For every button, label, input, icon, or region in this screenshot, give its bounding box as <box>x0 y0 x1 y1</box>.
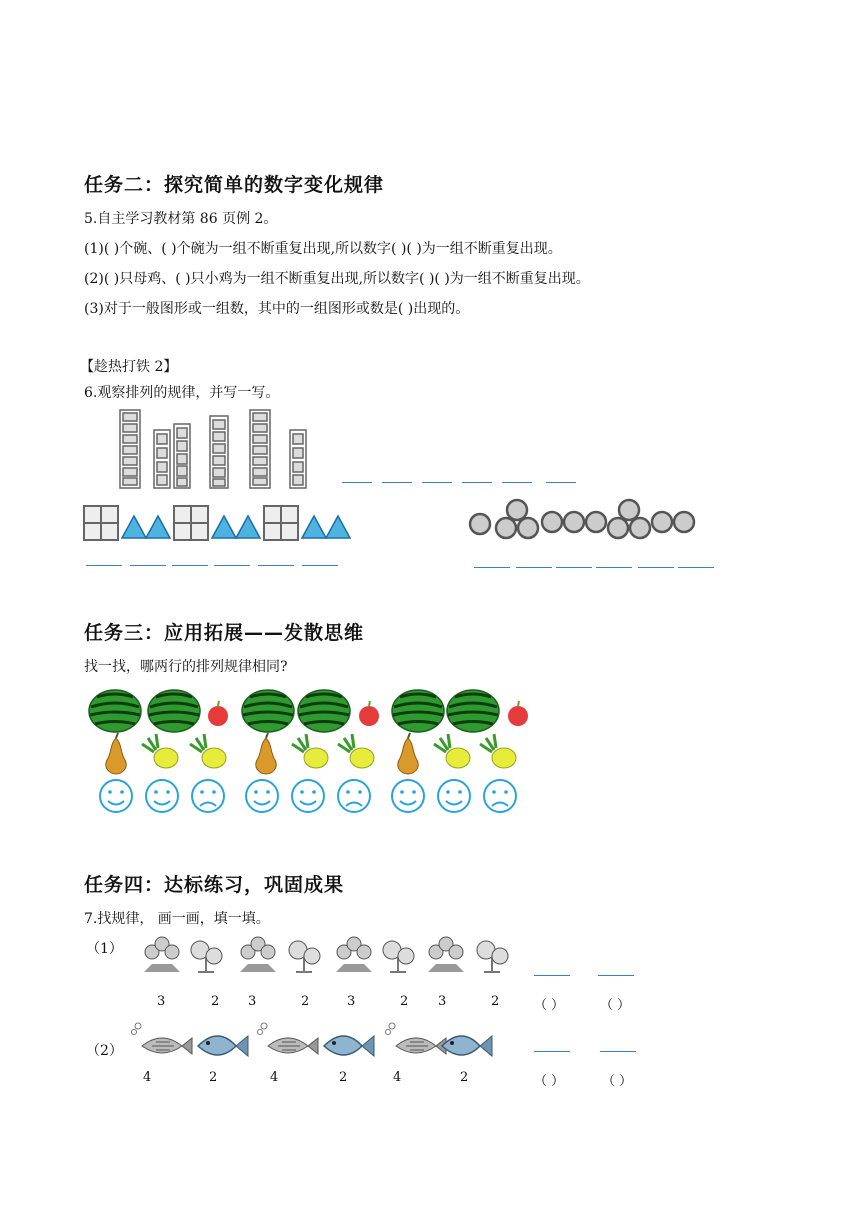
answer-blank[interactable] <box>534 975 570 976</box>
row1-number: 2 <box>491 994 500 1009</box>
answer-blank[interactable] <box>214 565 250 566</box>
answer-blank[interactable] <box>172 565 208 566</box>
question-5: 5.自主学习教材第 86 页例 2。 <box>84 211 278 227</box>
answer-blank[interactable] <box>502 482 532 483</box>
answer-blank[interactable] <box>598 975 634 976</box>
smiley-faces-row <box>96 778 536 818</box>
question-5-1: (1)( )个碗、( )个碗为一组不断重复出现,所以数字( )( )为一组不断重复出现。 <box>84 241 562 257</box>
row2-answer[interactable]: （ ） <box>534 1074 565 1089</box>
question-7: 7.找规律， 画一画，填一填。 <box>84 911 270 927</box>
answer-blank[interactable] <box>678 567 714 568</box>
answer-blank[interactable] <box>534 1051 570 1052</box>
answer-blank[interactable] <box>600 1051 636 1052</box>
question-5-2: (2)( )只母鸡、( )只小鸡为一组不断重复出现,所以数字( )( )为一组不断重复出现。 <box>84 271 590 287</box>
answer-blank[interactable] <box>382 482 412 483</box>
answer-blank[interactable] <box>302 565 338 566</box>
row2-number: 4 <box>270 1070 279 1085</box>
counter-bars-image <box>110 408 325 490</box>
row2-label: （2） <box>86 1043 123 1059</box>
row1-label: （1） <box>86 941 123 957</box>
fish-row <box>122 1020 492 1066</box>
row1-answer[interactable]: （ ） <box>600 998 631 1013</box>
row1-number: 3 <box>347 994 356 1009</box>
answer-blank[interactable] <box>86 565 122 566</box>
answer-blank[interactable] <box>462 482 492 483</box>
row1-number: 3 <box>157 994 166 1009</box>
answer-blank[interactable] <box>258 565 294 566</box>
pear-pineapple-row <box>96 734 536 778</box>
row2-number: 4 <box>393 1070 402 1085</box>
row1-number: 2 <box>400 994 409 1009</box>
answer-blank[interactable] <box>422 482 452 483</box>
row1-number: 3 <box>438 994 447 1009</box>
row2-number: 2 <box>209 1070 218 1085</box>
row2-number: 2 <box>460 1070 469 1085</box>
row1-number: 2 <box>211 994 220 1009</box>
row2-answer[interactable]: （ ） <box>602 1074 633 1089</box>
answer-blank[interactable] <box>516 567 552 568</box>
answer-blank[interactable] <box>596 567 632 568</box>
row1-number: 3 <box>248 994 257 1009</box>
task4-heading: 任务四：达标练习，巩固成果 <box>84 874 345 896</box>
row1-number: 2 <box>301 994 310 1009</box>
squares-triangles-image <box>82 504 357 544</box>
practice2-title: 【趁热打铁 2】 <box>80 359 178 375</box>
answer-blank[interactable] <box>556 567 592 568</box>
watermelon-apple-row <box>88 688 538 734</box>
circles-image <box>466 494 701 544</box>
answer-blank[interactable] <box>342 482 372 483</box>
flowers-row <box>140 934 520 976</box>
question-5-3: (3)对于一般图形或一组数，其中的一组图形或数是( )出现的。 <box>84 301 470 317</box>
answer-blank[interactable] <box>474 567 510 568</box>
answer-blank[interactable] <box>130 565 166 566</box>
row2-number: 4 <box>143 1070 152 1085</box>
question-6: 6.观察排列的规律，并写一写。 <box>84 385 280 401</box>
task2-heading: 任务二：探究简单的数字变化规律 <box>84 174 385 196</box>
row1-answer[interactable]: （ ） <box>534 998 565 1013</box>
answer-blank[interactable] <box>638 567 674 568</box>
task3-heading: 任务三：应用拓展——发散思维 <box>84 622 365 644</box>
row2-number: 2 <box>339 1070 348 1085</box>
task3-prompt: 找一找，哪两行的排列规律相同? <box>84 659 288 675</box>
answer-blank[interactable] <box>546 482 576 483</box>
